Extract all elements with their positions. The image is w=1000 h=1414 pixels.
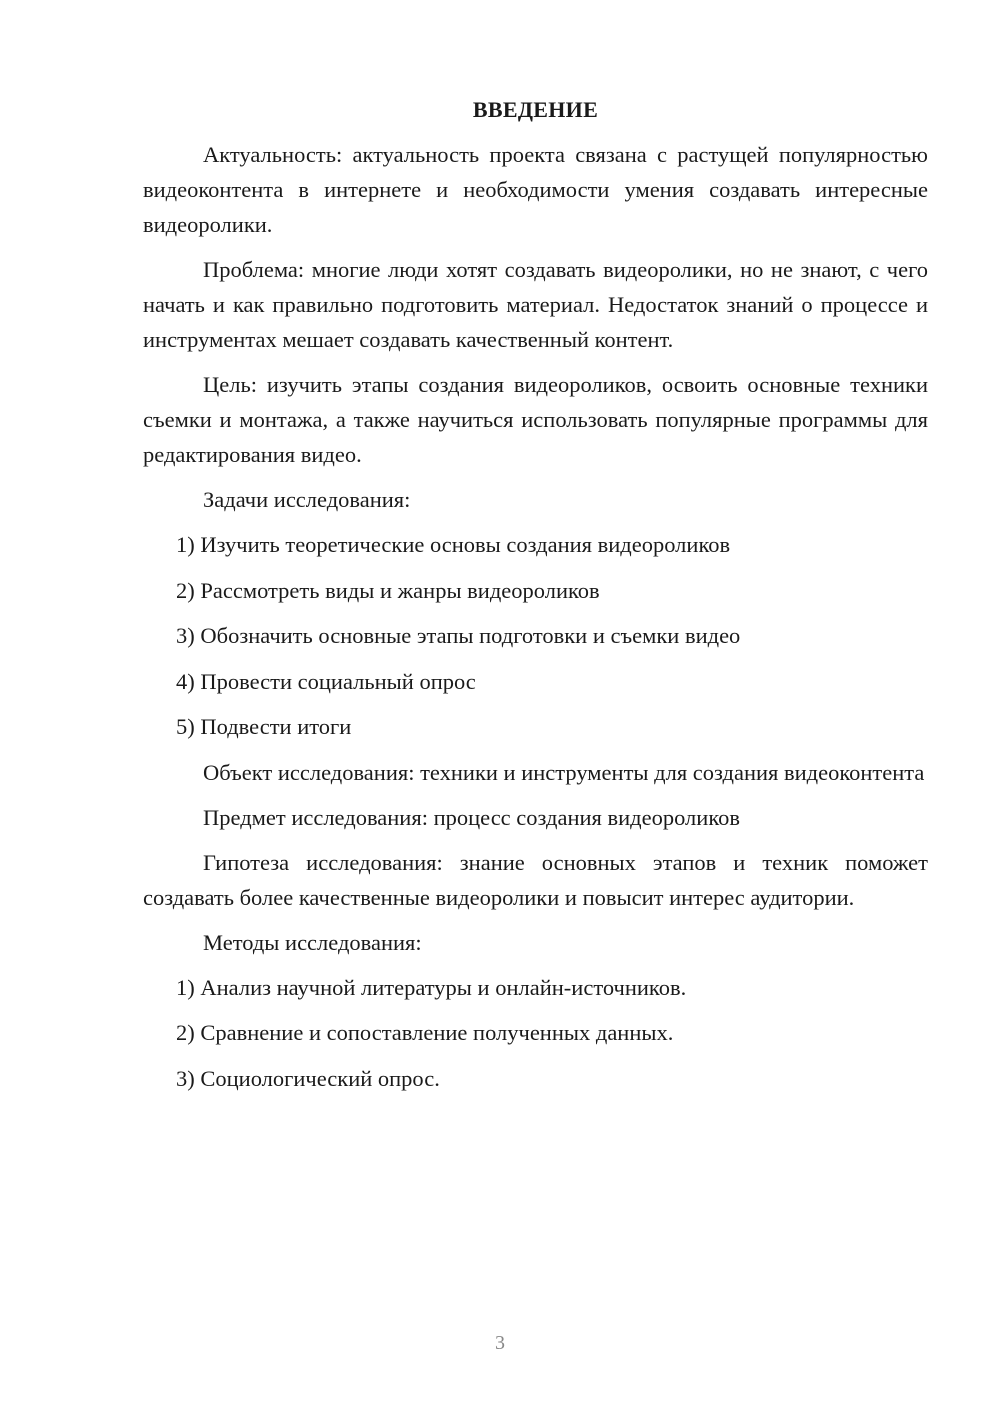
goal-paragraph: Цель: изучить этапы создания видеороликов, освоить основные техники съемки и монтажа, а также научиться использовать популярные программы для редактирования видео. (143, 372, 928, 467)
methods-heading: Методы исследования: (203, 929, 422, 955)
tasks-heading: Задачи исследования: (203, 487, 411, 512)
section-title: ВВЕДЕНИЕ (472, 97, 599, 122)
page-number: 3 (495, 1332, 505, 1354)
list-item: 1) Анализ научной литературы и онлайн-источников. (176, 974, 687, 1000)
list-item: 3) Обозначить основные этапы подготовки и съемки видео (176, 623, 741, 648)
document-page (143, 92, 928, 1106)
problem-paragraph: Проблема: многие люди хотят создавать видеоролики, но не знают, с чего начать и как правильно подготовить материал. Недостаток знаний о процессе и инструментах мешает создавать качественный контент. (143, 257, 928, 352)
tasks-list (143, 527, 928, 744)
list-item: 3) Социологический опрос. (176, 1065, 440, 1091)
subject-paragraph: Предмет исследования: процесс создания видеороликов (203, 804, 740, 830)
relevance-paragraph: Актуальность: актуальность проекта связана с растущей популярностью видеоконтента в интернете и необходимости умения создавать интересные видеоролики. (143, 142, 928, 237)
list-item: 5) Подвести итоги (176, 714, 352, 739)
list-item: 2) Рассмотреть виды и жанры видеороликов (176, 577, 600, 603)
object-paragraph: Объект исследования: техники и инструменты для создания видеоконтента (203, 759, 925, 785)
list-item: 1) Изучить теоретические основы создания видеороликов (176, 532, 731, 557)
hypothesis-paragraph: Гипотеза исследования: знание основных этапов и техник поможет создавать более качественные видеоролики и повысит интерес аудитории. (143, 849, 928, 910)
methods-list (143, 970, 928, 1096)
list-item: 4) Провести социальный опрос (176, 668, 476, 694)
list-item: 2) Сравнение и сопоставление полученных данных. (176, 1020, 674, 1045)
